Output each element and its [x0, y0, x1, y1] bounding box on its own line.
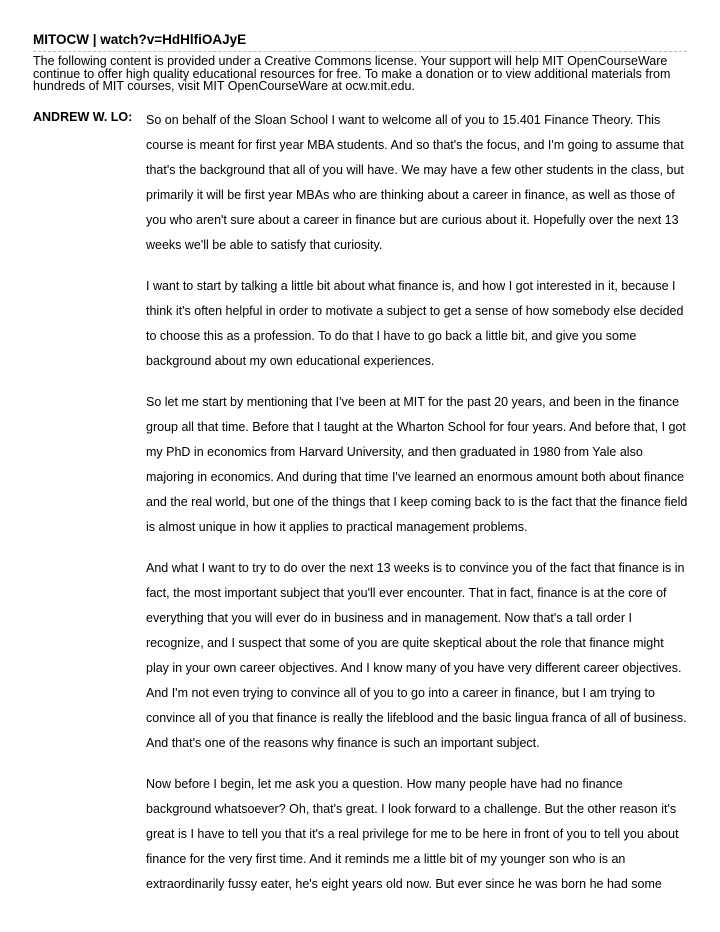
transcript-paragraph: I want to start by talking a little bit about what finance is, and how I got interested in it, because I think it's often helpful in order to motivate a subject to get a sense of how somebody else decided to choose this as a profession. To do that I have to go back a little bit, and give you some background about my own educational experiences.	[146, 279, 684, 368]
title-divider	[33, 51, 687, 52]
transcript-paragraph: So on behalf of the Sloan School I want to welcome all of you to 15.401 Finance Theory. This course is meant for first year MBA students. And so that's the focus, and I'm going to assume that that's the background that all of you will have. We may have a few other students in the class, but primarily it will be first year MBAs who are thinking about a career in finance, as well as those of you who aren't sure about a career in finance but are curious about it. Hopefully over the next 13 weeks we'll be able to satisfy that curiosity.	[146, 113, 684, 252]
transcript-paragraph: Now before I begin, let me ask you a question. How many people have had no finance background whatsoever? Oh, that's great. I look forward to a challenge. But the other reason it's great is I have to tell you that it's a real privilege for me to be here in front of you to tell you about finance for the very first time. And it reminds me a little bit of my younger son who is an extraordinarily fussy eater, he's eight years old now. But ever since he was born he had some	[146, 777, 679, 891]
speaker-label: ANDREW W. LO:	[33, 110, 133, 124]
transcript-body	[146, 108, 690, 913]
document-title: MITOCW | watch?v=HdHlfiOAJyE	[33, 32, 247, 47]
transcript-paragraph: And what I want to try to do over the next 13 weeks is to convince you of the fact that finance is in fact, the most important subject that you'll ever encounter. That in fact, finance is at the core of everything that you will ever do in business and in management. Now that's a tall order I recognize, and I suspect that some of you are quite skeptical about the role that finance might play in your own career objectives. And I know many of you have very different career objectives. And I'm not even trying to convince all of you to go into a career in finance, but I am trying to convince all of you that finance is really the lifeblood and the basic lingua franca of all of business. And that's one of the reasons why finance is such an important subject.	[146, 561, 687, 750]
transcript-paragraph: So let me start by mentioning that I've been at MIT for the past 20 years, and been in the finance group all that time. Before that I taught at the Wharton School for four years. And before that, I got my PhD in economics from Harvard University, and then graduated in 1980 from Yale also majoring in economics. And during that time I've learned an enormous amount both about finance and the real world, but one of the things that I keep coming back to is the fact that the finance field is almost unique in how it applies to practical management problems.	[146, 395, 688, 534]
license-notice: The following content is provided under a Creative Commons license. Your support will help MIT OpenCourseWare continue to offer high quality educational resources for free. To make a donation or to view additional materials from hundreds of MIT courses, visit MIT OpenCourseWare at ocw.mit.edu.	[33, 54, 671, 93]
